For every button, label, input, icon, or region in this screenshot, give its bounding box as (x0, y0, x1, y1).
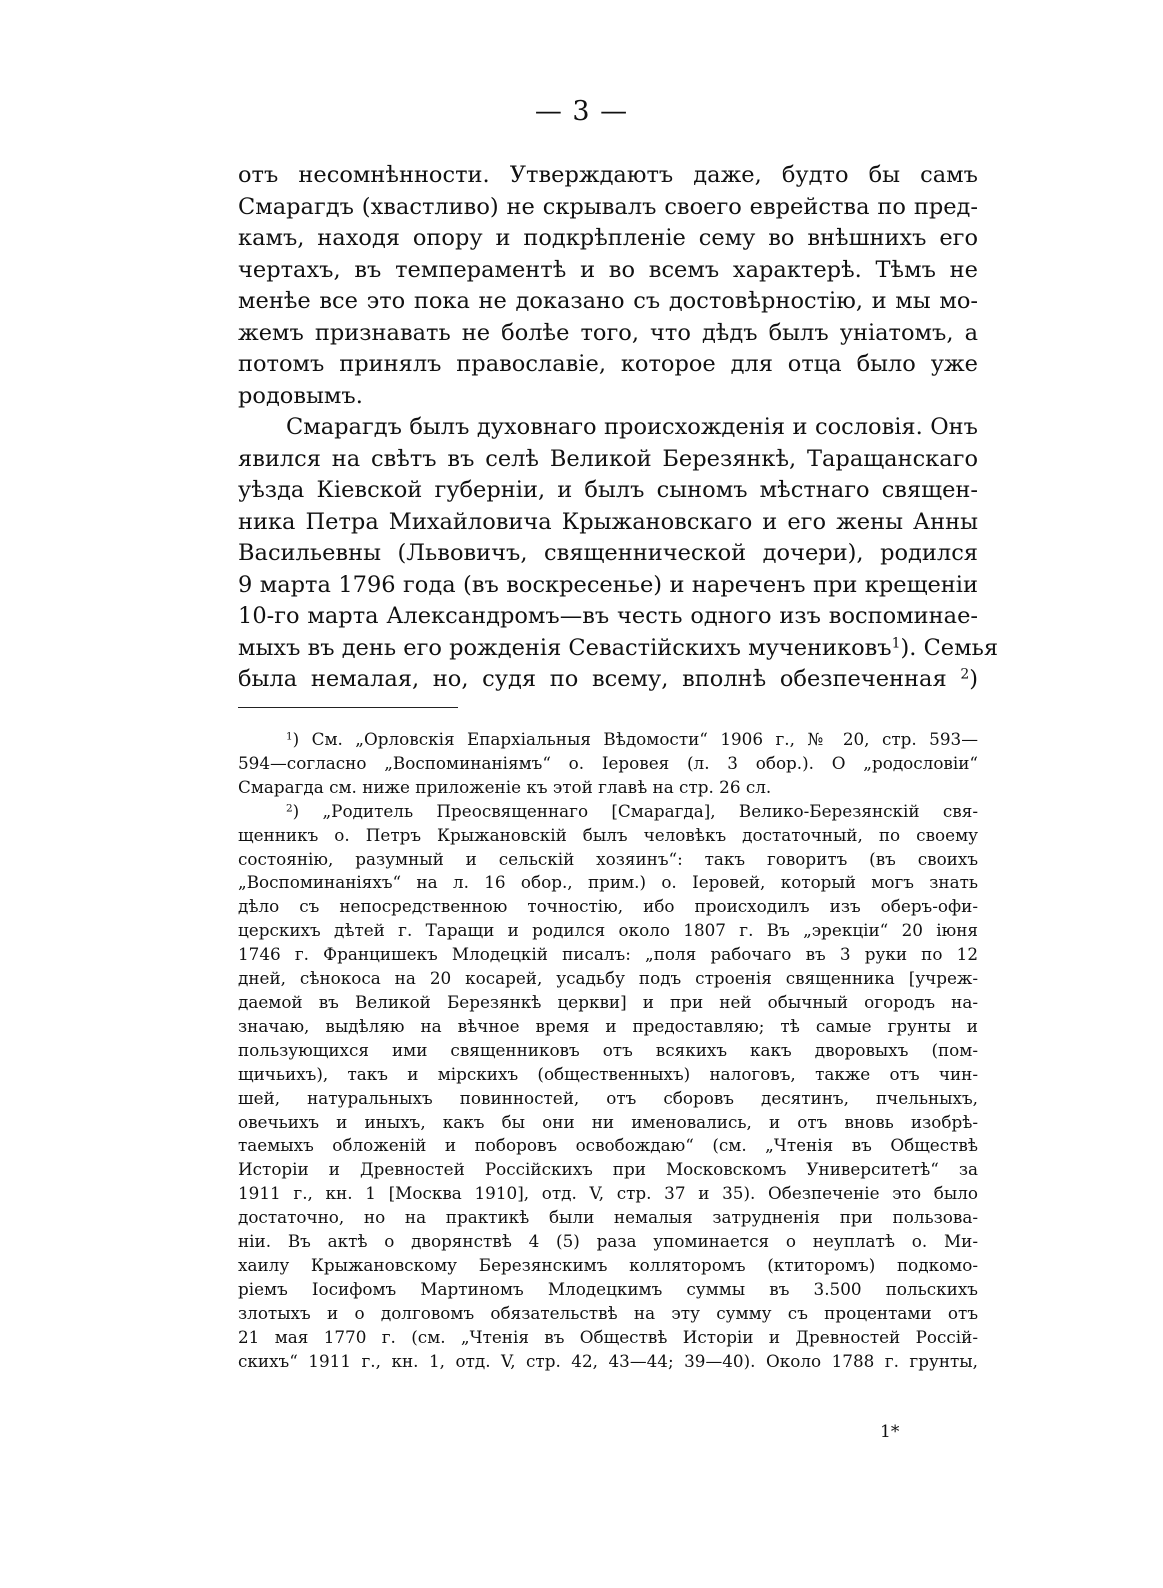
text-line: явился на свѣтъ въ селѣ Великой Березянкѣ, Таращанскаго (238, 445, 978, 472)
text-line: отъ несомнѣнности. Утверждаютъ даже, будто бы самъ (238, 162, 978, 188)
footnote-line: пользующихся ими священниковъ отъ всякихъ какъ дворовыхъ (пом- (238, 1039, 978, 1060)
footnote-line: дѣло съ непосредственною точностію, ибо происходилъ изъ оберъ-офи- (238, 896, 978, 917)
main-text (238, 160, 999, 696)
footnote-line: 1911 г., кн. 1 [Москва 1910], отд. V, стр. 37 и 35). Обезпеченіе это было (238, 1183, 978, 1204)
signature-mark: 1* (880, 1422, 900, 1442)
text-line: Васильевны (Львовичъ, священнической дочери), родился (238, 540, 978, 566)
text-line: 9 марта 1796 года (въ воскресенье) и нареченъ при крещеніи (238, 571, 978, 598)
text-line: родовымъ. (238, 382, 363, 409)
text-line: 10-го марта Александромъ—въ честь одного изъ воспоминае- (238, 603, 978, 629)
footnote-line: Исторіи и Древностей Россійскихъ при Московскомъ Университетѣ“ за (238, 1159, 978, 1180)
footnote-line (238, 728, 978, 752)
footnote-separator (238, 707, 458, 708)
text-segment: мыхъ въ день его рожденія Севастійскихъ мучениковъ (238, 634, 892, 661)
text-line: потомъ принялъ православіе, которое для отца было уже (238, 351, 978, 377)
footnote-ref: 2 (960, 666, 970, 683)
footnote-line: овечьихъ и иныхъ, какъ бы они ни именовались, и отъ вновь изобрѣ- (238, 1111, 978, 1132)
footnote-line: шей, натуральныхъ повинностей, отъ сборовъ десятинъ, пчельныхъ, (238, 1087, 978, 1108)
page-number: — 3 — (534, 96, 629, 127)
text-line (238, 633, 999, 665)
footnote-line: скихъ“ 1911 г., кн. 1, отд. V, стр. 42, 43—44; 39—40). Около 1788 г. грунты, (238, 1350, 978, 1371)
footnote-line: значаю, выдѣляю на вѣчное время и предоставляю; тѣ самые грунты и (238, 1015, 978, 1036)
text-line: ника Петра Михайловича Крыжановскаго и его жены Анны (238, 508, 978, 535)
text-line: жемъ признавать не болѣе того, что дѣдъ былъ уніатомъ, а (238, 319, 978, 346)
footnote-text: ) „Родитель Преосвященнаго [Смарагда], Велико-Березянскій свя- (292, 800, 978, 821)
text-line: Смарагдъ былъ духовнаго происхожденія и сословія. Онъ (286, 414, 978, 440)
text-line: Смарагдъ (хвастливо) не скрывалъ своего еврейства по пред- (238, 193, 978, 220)
text-segment: ). Семья (900, 634, 999, 661)
footnote-ref: 1 (891, 634, 901, 651)
footnote-text: ) См. „Орловскія Епархіальныя Вѣдомости“ 1906 г., № 20, стр. 593— (292, 729, 978, 749)
footnotes (238, 728, 978, 1373)
footnote-marker: 1 (286, 730, 293, 743)
footnote-line: щичьихъ), такъ и мірскихъ (общественныхъ) налоговъ, также отъ чин- (238, 1063, 978, 1084)
footnote-line (238, 800, 978, 824)
footnote-line: ріемъ Іосифомъ Мартиномъ Млодецкимъ суммы въ 3.500 польскихъ (238, 1278, 978, 1299)
footnote-line: состоянію, разумный и сельскій хозяинъ“: такъ говоритъ (въ своихъ (238, 848, 978, 869)
footnote-line: достаточно, но на практикѣ были немалыя затрудненія при пользова- (238, 1207, 978, 1228)
footnote-line: таемыхъ обложеній и поборовъ освобождаю“ (см. „Чтенія въ Обществѣ (238, 1135, 978, 1156)
text-line: уѣзда Кіевской губерніи, и былъ сыномъ мѣстнаго священ- (238, 477, 978, 503)
footnote-marker: 2 (286, 802, 293, 814)
footnote-line: дней, сѣнокоса на 20 косарей, усадьбу подъ строенія священника [учреж- (238, 968, 978, 989)
footnote-line: хаилу Крыжановскому Березянскимъ колляторомъ (ктиторомъ) подкомо- (238, 1254, 978, 1275)
footnote-line: 21 мая 1770 г. (см. „Чтенія въ Обществѣ Исторіи и Древностей Росcій- (238, 1326, 978, 1347)
footnote-line: злотыхъ и о долговомъ обязательствѣ на эту сумму съ процентами отъ (238, 1302, 978, 1323)
text-line: менѣе все это пока не доказано съ достовѣрностію, и мы мо- (238, 288, 978, 314)
text-line: камъ, находя опору и подкрѣпленіе сему во внѣшнихъ его (238, 225, 978, 251)
footnote-line: даемой въ Великой Березянкѣ церкви] и при ней обычный огородъ на- (238, 991, 978, 1012)
text-line: чертахъ, въ темпераментѣ и во всемъ характерѣ. Тѣмъ не (238, 256, 978, 283)
footnote-line: ніи. Въ актѣ о дворянствѣ 4 (5) раза упоминается о неуплатѣ о. Ми- (238, 1231, 978, 1252)
footnote-line: „Воспоминаніяхъ“ на л. 16 обор., прим.) о. Іеровей, который могъ знать (238, 872, 978, 893)
footnote-line: Смарагда см. ниже приложеніе къ этой главѣ на стр. 26 сл. (238, 776, 772, 797)
footnote-line: 594—согласно „Воспоминаніямъ“ о. Іеровея (л. 3 обор.). О „родословіи“ (238, 752, 978, 773)
text-line (238, 664, 978, 696)
footnote-line: щенникъ о. Петръ Крыжановскій былъ человѣкъ достаточный, по своему (238, 824, 978, 845)
footnote-line: церскихъ дѣтей г. Таращи и родился около 1807 г. Въ „эрекціи“ 20 іюня (238, 920, 978, 941)
text-segment: была немалая, но, судя по всему, вполнѣ обезпеченная (238, 666, 947, 692)
footnote-line: 1746 г. Францишекъ Млодецкій писалъ: „поля рабочаго въ 3 руки по 12 (238, 944, 978, 965)
text-segment: ) (969, 666, 978, 692)
